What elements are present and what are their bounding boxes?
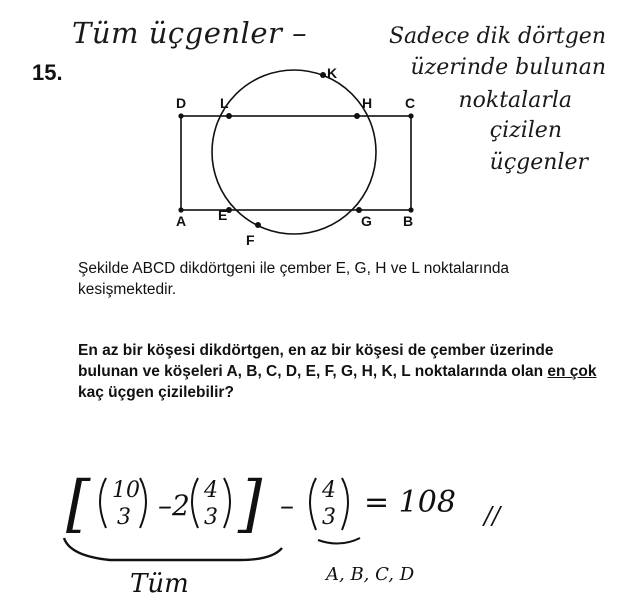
solution-c4a-top: 4 [204, 478, 218, 503]
paren-left-3 [310, 478, 316, 530]
solution-c10-top: 10 [112, 478, 140, 503]
question-ask-part2: kaç üçgen çizilebilir? [78, 384, 234, 401]
solution-c4a-bottom: 3 [204, 505, 218, 530]
question-ask-emphasis: en çok [547, 363, 597, 380]
brace-all [64, 538, 282, 560]
paren-right-2 [224, 478, 230, 528]
handwritten-note-line-2: üzerinde bulunan [410, 55, 606, 80]
label-b: B [403, 213, 414, 229]
label-h: H [362, 95, 373, 111]
solution-minus-two: –2 [158, 489, 190, 522]
label-e: E [218, 207, 228, 223]
solution-right-bracket: ] [238, 467, 263, 540]
paren-left-1 [100, 478, 106, 528]
paren-left-2 [192, 478, 198, 528]
label-c: C [405, 95, 416, 111]
handwritten-note-line-3: noktalarla [458, 88, 572, 113]
handwritten-note-title: Tüm üçgenler – [72, 16, 308, 50]
solution-c4b-bottom: 3 [322, 505, 336, 530]
question-ask-part1: En az bir köşesi dikdörtgen, en az bir köşesi de çember üzerinde bulunan ve köşeleri A, B, C, D, E, F, G, H, K, L noktalarında olan [78, 342, 554, 380]
brace-corners [318, 538, 360, 544]
label-g: G [361, 213, 372, 229]
handwritten-note-line-4: çizilen [489, 118, 562, 143]
solution-left-bracket: [ [66, 467, 91, 540]
solution-minus: – [280, 489, 294, 522]
label-k: K [327, 65, 338, 81]
solution-result: = 108 [364, 485, 456, 520]
paren-right-1 [140, 478, 146, 528]
label-l: L [220, 95, 229, 111]
solution-c10-bottom: 3 [117, 505, 131, 530]
question-number: 15. [32, 60, 63, 85]
label-a: A [176, 213, 187, 229]
solution-c4b-top: 4 [322, 478, 336, 503]
handwritten-note-line-5: üçgenler [489, 150, 588, 175]
solution-label-all: Tüm [130, 569, 189, 599]
handwritten-note-line-1: Sadece dik dörtgen [388, 24, 606, 49]
solution-end-mark: // [484, 502, 501, 530]
paren-right-3 [342, 478, 348, 530]
question-statement: Şekilde ABCD dikdörtgeni ile çember E, G, H ve L noktalarında kesişmektedir. [78, 260, 510, 298]
label-d: D [176, 95, 187, 111]
solution-label-corners: A, B, C, D [326, 564, 415, 585]
label-f: F [246, 232, 255, 248]
